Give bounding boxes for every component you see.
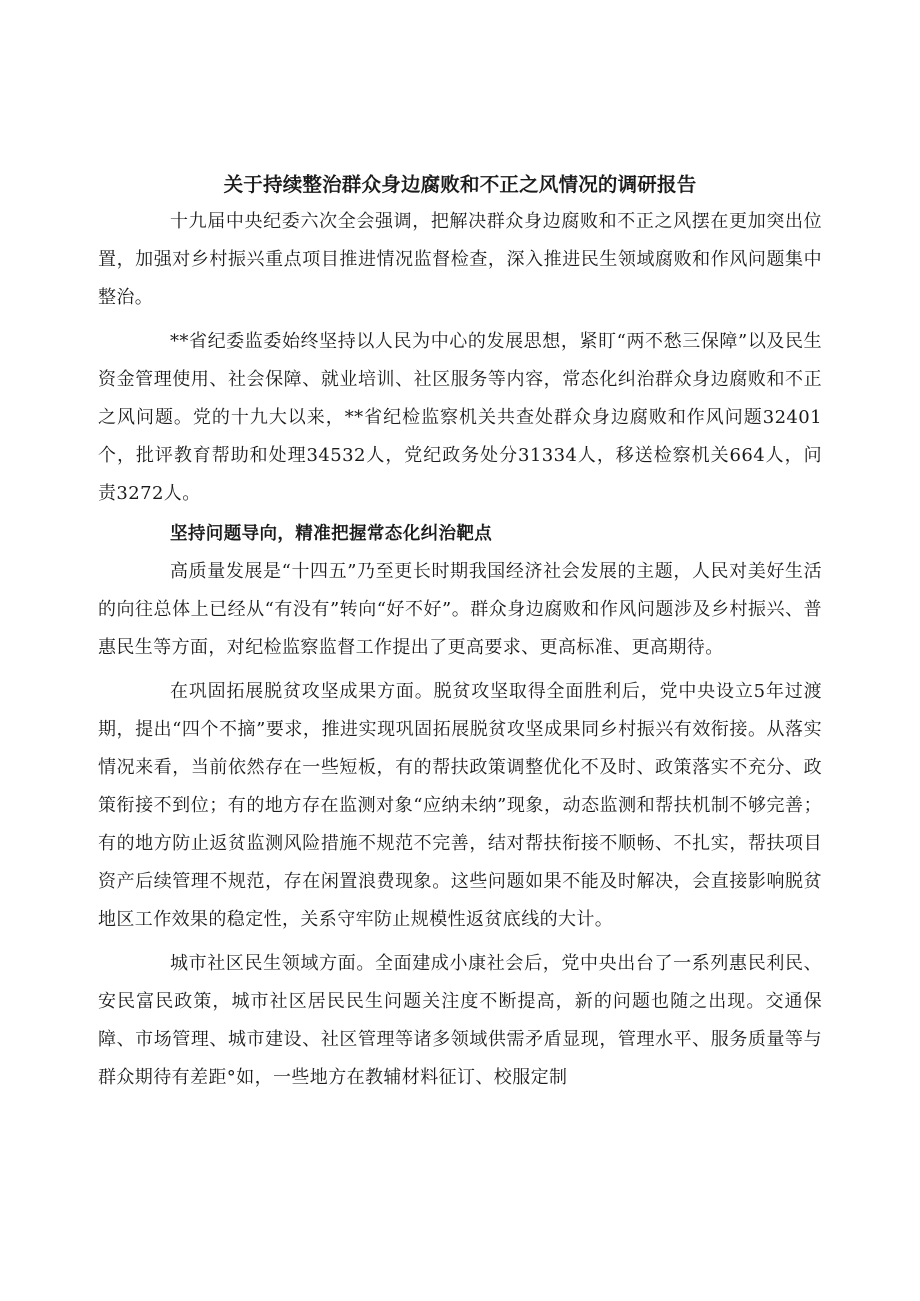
report-title: 关于持续整治群众身边腐败和不正之风情况的调研报告 bbox=[223, 173, 697, 196]
paragraph-intro: 十九届中央纪委六次全会强调，把解决群众身边腐败和不正之风摆在更加突出位置，加强对乡村振兴重点项目推进情况监督检查，深入推进民生领域腐败和作风问题集中整治。 bbox=[98, 211, 822, 308]
paragraph-statistics: **省纪委监委始终坚持以人民为中心的发展思想，紧盯“两不愁三保障”以及民生资金管理使用、社会保障、就业培训、社区服务等内容，常态化纠治群众身边腐败和不正之风问题。党的十九大以来，**省纪检监察机关共查处群众身边腐败和作风问题32401个，批评教育帮助和处理34532人，党纪政务处分31334人，移送检察机关664人，问责3272人。 bbox=[98, 331, 822, 504]
paragraph-urban-community: 城市社区民生领域方面。全面建成小康社会后，党中央出台了一系列惠民利民、安民富民政策，城市社区居民民生问题关注度不断提高，新的问题也随之出现。交通保障、市场管理、城市建设、社区管理等诸多领域供需矛盾显现，管理水平、服务质量等与群众期待有差距°如，一些地方在教辅材料征订、校服定制 bbox=[98, 953, 822, 1088]
paragraph-poverty-alleviation: 在巩固拓展脱贫攻坚成果方面。脱贫攻坚取得全面胜利后，党中央设立5年过渡期，提出“四个不摘”要求，推进实现巩固拓展脱贫攻坚成果同乡村振兴有效衔接。从落实情况来看，当前依然存在一些短板，有的帮扶政策调整优化不及时、政策落实不充分、政策衔接不到位；有的地方存在监测对象“应纳未纳”现象，动态监测和帮扶机制不够完善；有的地方防止返贫监测风险措施不规范不完善，结对帮扶衔接不顺畅、不扎实，帮扶项目资产后续管理不规范，存在闲置浪费现象。这些问题如果不能及时解决，会直接影响脱贫地区工作效果的稳定性，关系守牢防止规模性返贫底线的大计。 bbox=[98, 681, 822, 930]
report-body bbox=[98, 203, 822, 1097]
section-heading: 坚持问题导向，精准把握常态化纠治靶点 bbox=[170, 524, 493, 544]
paragraph-development: 高质量发展是“十四五”乃至更长时期我国经济社会发展的主题，人民对美好生活的向往总体上已经从“有没有”转向“好不好”。群众身边腐败和作风问题涉及乡村振兴、普惠民生等方面，对纪检监察监督工作提出了更高要求、更高标准、更高期待。 bbox=[98, 561, 822, 658]
